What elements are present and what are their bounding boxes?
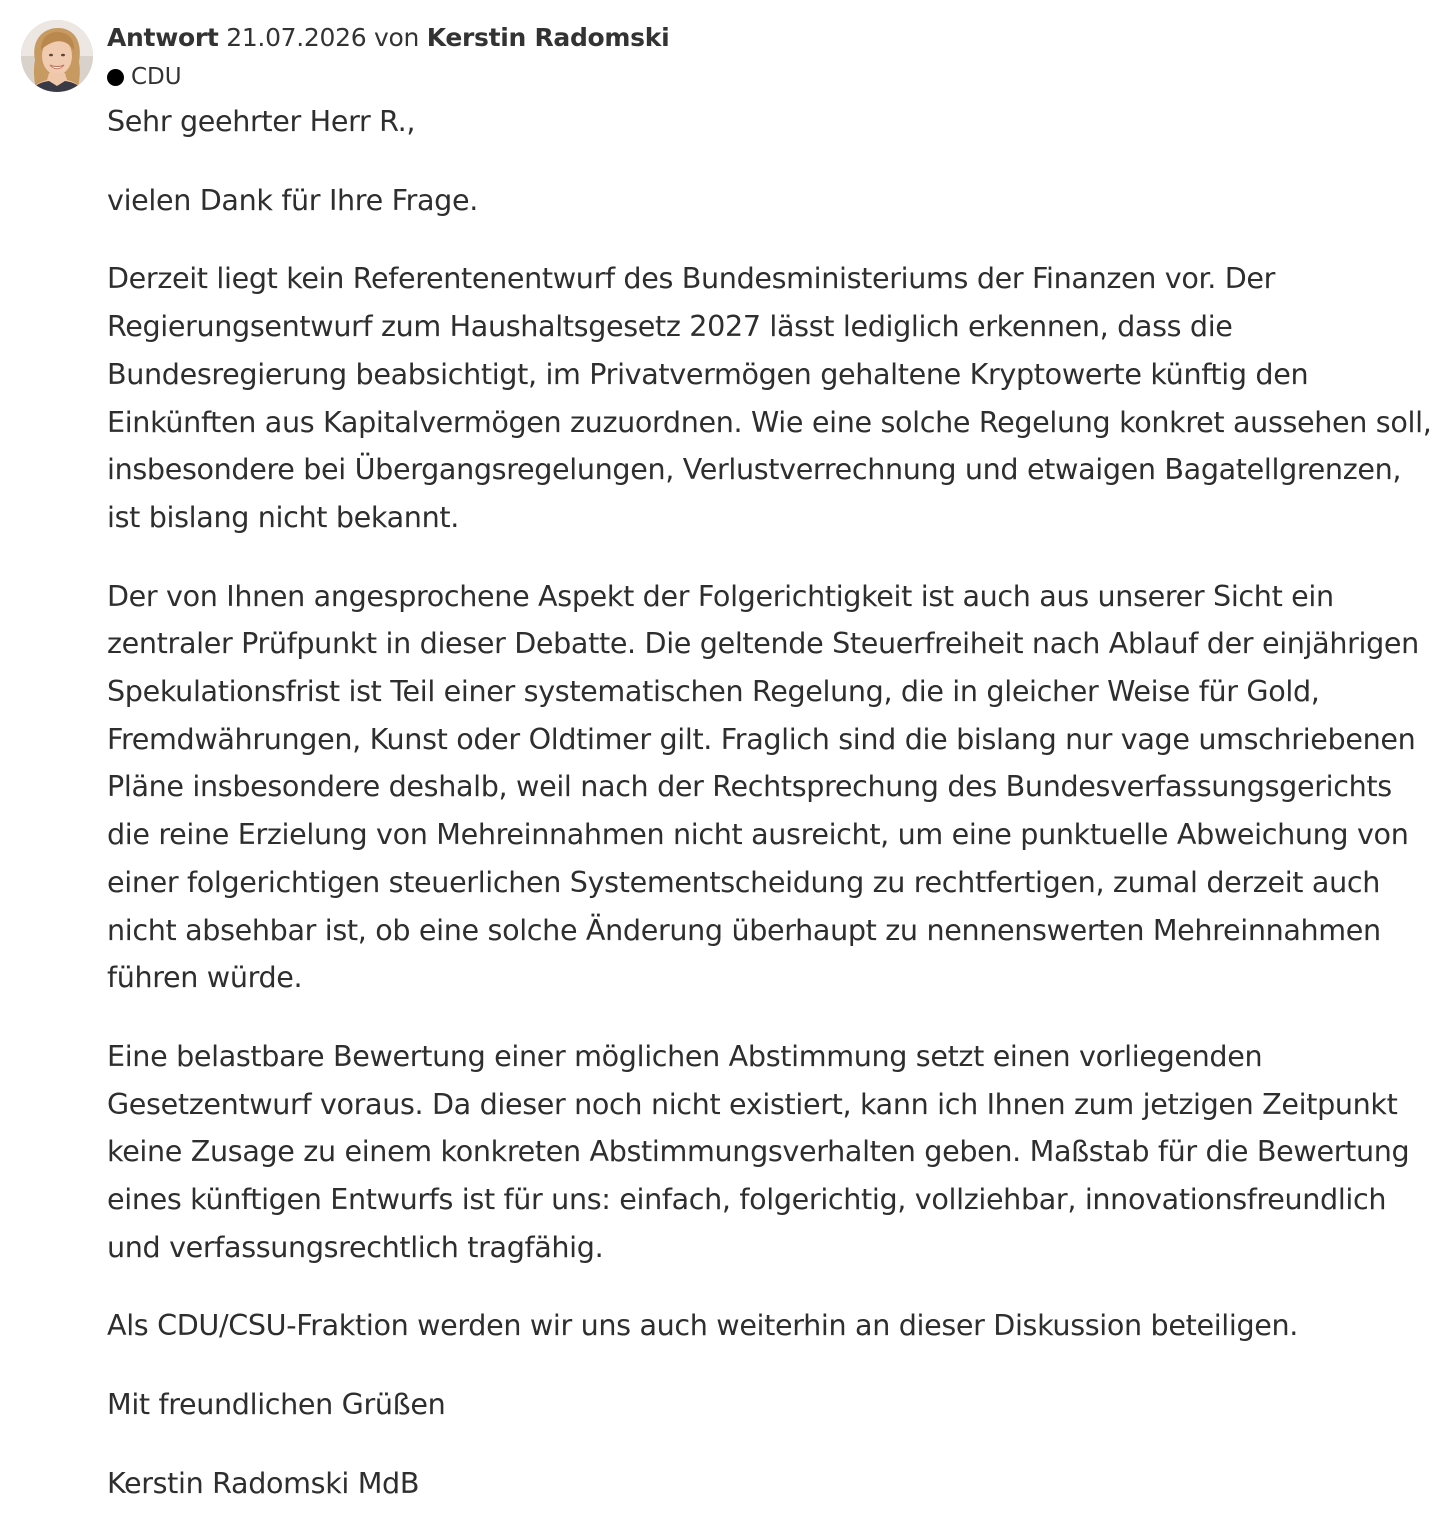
answer-body [107, 98, 1437, 1539]
answer-meta [107, 19, 669, 57]
author-name-link[interactable]: Kerstin Radomski [426, 23, 670, 52]
answer-paragraph: Kerstin Radomski MdB [107, 1465, 420, 1500]
answer-date: 21.07.2026 [226, 23, 367, 52]
answer-by: von [374, 23, 420, 52]
party-name: CDU [131, 64, 182, 90]
answer-label: Antwort [107, 23, 219, 52]
answer-paragraph: Mit freundlichen Grüßen [107, 1387, 446, 1422]
party-color-dot-icon [107, 69, 124, 86]
answer-paragraph: Eine belastbare Bewertung einer möglichen Abstimmung setzt einen vorliegenden Gesetzentwurf voraus. Da dieser noch nicht existiert, kann ich Ihnen zum jetzigen Zeitpunkt keine Zusage zu einem konkreten Abstimmungsverhalten geben. Maßstab für die Bewertung eines künftigen Entwurfs ist für uns: einfach, folgerichtig, vollziehbar, innovationsfreundlich und verfassungsrechtlich tragfähig. [107, 1038, 1410, 1264]
answer-paragraph: Als CDU/CSU-Fraktion werden wir uns auch weiterhin an dieser Diskussion beteiligen. [107, 1308, 1299, 1343]
answer-paragraph: Derzeit liegt kein Referentenentwurf des Bundesministeriums der Finanzen vor. Der Regierungsentwurf zum Haushaltsgesetz 2027 lässt lediglich erkennen, dass die Bundesregierung beabsichtigt, im Privatvermögen gehaltene Kryptowerte künftig den Einkünften aus Kapitalvermögen zuzuordnen. Wie eine solche Regelung konkret aussehen soll, insbesondere bei Übergangsregelungen, Verlustverrechnung und etwaigen Bagatellgrenzen, ist bislang nicht bekannt. [107, 261, 1432, 534]
avatar[interactable] [21, 20, 93, 92]
portrait-photo-icon [21, 20, 93, 92]
answer-paragraph: vielen Dank für Ihre Frage. [107, 182, 478, 217]
answer-paragraph: Der von Ihnen angesprochene Aspekt der Folgerichtigkeit ist auch aus unserer Sicht ein zentraler Prüfpunkt in dieser Debatte. Die geltende Steuerfreiheit nach Ablauf der einjährigen Spekulationsfrist ist Teil einer systematischen Regelung, die in gleicher Weise für Gold, Fremdwährungen, Kunst oder Oldtimer gilt. Fraglich sind die bislang nur vage umschriebenen Pläne insbesondere deshalb, weil nach der Rechtsprechung des Bundesverfassungsgerichts die reine Erzielung von Mehreinnahmen nicht ausreicht, um eine punktuelle Abweichung von einer folgerichtigen steuerlichen Systementscheidung zu rechtfertigen, zumal derzeit auch nicht absehbar ist, ob eine solche Änderung überhaupt zu nennenswerten Mehreinnahmen führen würde. [107, 578, 1419, 995]
answer-paragraph: Sehr geehrter Herr R., [107, 104, 416, 138]
party-badge [107, 61, 182, 93]
